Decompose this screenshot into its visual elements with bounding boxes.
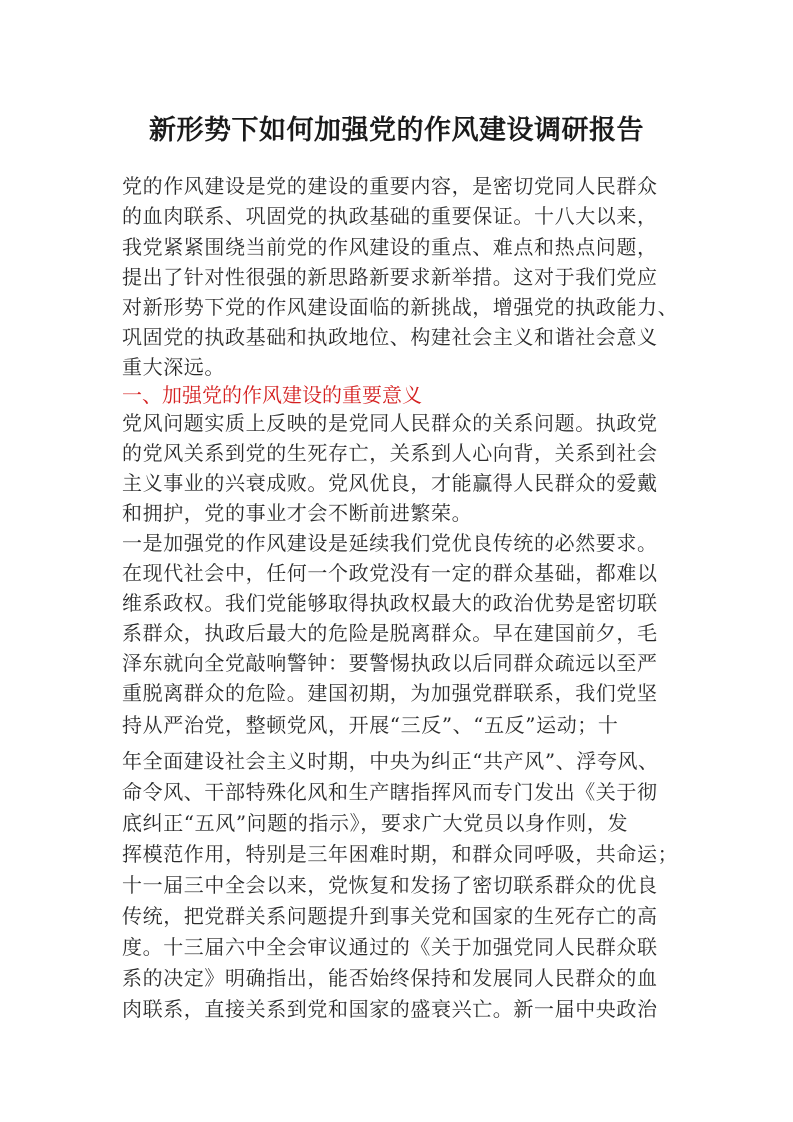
document-title: 新形势下如何加强党的作风建设调研报告 [149, 115, 644, 146]
section-line-1: 党风问题实质上反映的是党同人民群众的关系问题。执政党 [122, 411, 658, 435]
section-line-3: 主义事业的兴衰成败。党风优良，才能赢得人民群众的爱戴 [122, 471, 658, 495]
section-line-4: 和拥护，党的事业才会不断前进繁荣。 [122, 501, 473, 525]
section-line-10: 重脱离群众的危险。建国初期，为加强党群联系，我们党坚 [122, 681, 658, 705]
section-line-7: 维系政权。我们党能够取得执政权最大的政治优势是密切联 [122, 591, 658, 615]
intro-line-5: 对新形势下党的作风建设面临的新挑战，增强党的执政能力、 [122, 295, 679, 319]
intro-line-3: 我党紧紧围绕当前党的作风建设的重点、难点和热点问题， [122, 235, 658, 259]
intro-line-4: 提出了针对性很强的新思路新要求新举措。这对于我们党应 [122, 265, 658, 289]
section-line-11: 持从严治党，整顿党风，开展“三反”、“五反”运动；十 [122, 713, 619, 737]
section-line-12: 年全面建设社会主义时期，中央为纠正“共产风”、浮夸风、 [122, 749, 659, 773]
intro-line-1: 党的作风建设是党的建设的重要内容，是密切党同人民群众 [122, 174, 658, 198]
section-line-5: 一是加强党的作风建设是延续我们党优良传统的必然要求。 [122, 531, 658, 555]
section-line-8: 系群众，执政后最大的危险是脱离群众。早在建国前夕，毛 [122, 621, 658, 645]
section-line-19: 系的决定》明确指出，能否始终保持和发展同人民群众的血 [122, 966, 658, 990]
intro-line-6: 巩固党的执政基础和执政地位、构建社会主义和谐社会意义 [122, 325, 658, 349]
section-line-2: 的党风关系到党的生死存亡，关系到人心向背，关系到社会 [122, 441, 658, 465]
section-line-15: 挥模范作用，特别是三年困难时期，和群众同呼吸，共命运； [122, 842, 679, 866]
section-line-18: 度。十三届六中全会审议通过的《关于加强党同人民群众联 [122, 935, 658, 959]
section-line-20: 肉联系，直接关系到党和国家的盛衰兴亡。新一届中央政治 [122, 997, 658, 1021]
section-line-14: 底纠正“五风”问题的指示》，要求广大党员以身作则，发 [122, 811, 629, 835]
intro-line-2: 的血肉联系、巩固党的执政基础的重要保证。十八大以来， [122, 204, 658, 228]
section-line-6: 在现代社会中，任何一个政党没有一定的群众基础，都难以 [122, 561, 658, 585]
section-line-17: 传统，把党群关系问题提升到事关党和国家的生死存亡的高 [122, 904, 658, 928]
section-heading: 一、加强党的作风建设的重要意义 [122, 383, 422, 407]
section-line-9: 泽东就向全党敲响警钟：要警惕执政以后同群众疏远以至严 [122, 651, 658, 675]
section-line-16: 十一届三中全会以来，党恢复和发扬了密切联系群众的优良 [122, 873, 658, 897]
intro-line-7: 重大深远。 [122, 355, 225, 379]
section-line-13: 命令风、干部特殊化风和生产瞎指挥风而专门发出《关于彻 [122, 780, 658, 804]
